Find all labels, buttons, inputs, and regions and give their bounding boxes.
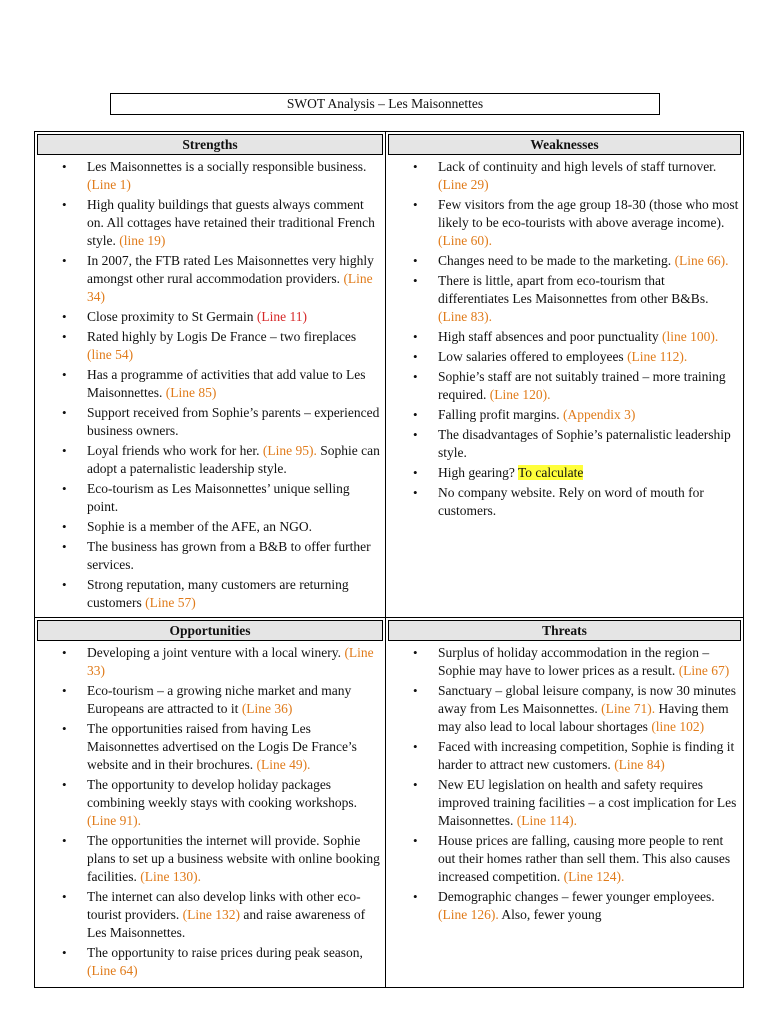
- weaknesses-heading: Weaknesses: [388, 134, 741, 155]
- list-item: • High gearing? To calculate: [386, 464, 739, 482]
- list-item: • High staff absences and poor punctuality (line 100).: [386, 328, 739, 346]
- opportunities-list: [35, 641, 385, 980]
- list-item: • Few visitors from the age group 18-30 (those who most likely to be eco-tourists with above average income). (Line 60).: [386, 196, 739, 250]
- list-item: • The opportunities the internet will provide. Sophie plans to set up a business website with online booking facilities. (Line 130).: [35, 832, 381, 886]
- list-item: • Developing a joint venture with a local winery. (Line 33): [35, 644, 381, 680]
- threats-list: [386, 641, 743, 924]
- opportunities-heading: Opportunities: [37, 620, 383, 641]
- list-item: • There is little, apart from eco-tourism that differentiates Les Maisonnettes from other B&Bs. (Line 83).: [386, 272, 739, 326]
- list-item: • Strong reputation, many customers are returning customers (Line 57): [35, 576, 381, 612]
- strengths-list: [35, 155, 385, 612]
- strengths-cell: [35, 132, 385, 617]
- list-item: • The disadvantages of Sophie’s paternalistic leadership style.: [386, 426, 739, 462]
- list-item: • New EU legislation on health and safety requires improved training facilities – a cost implication for Les Maisonnettes. (Line 114).: [386, 776, 739, 830]
- list-item: • No company website. Rely on word of mouth for customers.: [386, 484, 739, 520]
- list-item: • Changes need to be made to the marketing. (Line 66).: [386, 252, 739, 270]
- list-item: • House prices are falling, causing more people to rent out their homes rather than sell them. This also causes increased competition. (Line 124).: [386, 832, 739, 886]
- list-item: • Eco-tourism – a growing niche market and many Europeans are attracted to it (Line 36): [35, 682, 381, 718]
- list-item: • Les Maisonnettes is a socially responsible business. (Line 1): [35, 158, 381, 194]
- strengths-heading: Strengths: [37, 134, 383, 155]
- list-item: • Sanctuary – global leisure company, is now 30 minutes away from Les Maisonnettes. (Line 71). Having them may also lead to local labour shortages (line 102): [386, 682, 739, 736]
- list-item: • Sophie is a member of the AFE, an NGO.: [35, 518, 381, 536]
- threats-heading: Threats: [388, 620, 741, 641]
- opportunities-cell: [35, 618, 385, 987]
- list-item: • Loyal friends who work for her. (Line 95). Sophie can adopt a paternalistic leadership style.: [35, 442, 381, 478]
- highlighted-note: To calculate: [518, 465, 584, 480]
- list-item: • Close proximity to St Germain (Line 11): [35, 308, 381, 326]
- list-item: • The internet can also develop links with other eco-tourist providers. (Line 132) and raise awareness of Les Maisonnettes.: [35, 888, 381, 942]
- list-item: • The opportunities raised from having Les Maisonnettes advertised on the Logis De France’s website and in their brochures. (Line 49).: [35, 720, 381, 774]
- list-item: • Falling profit margins. (Appendix 3): [386, 406, 739, 424]
- list-item: • The opportunity to raise prices during peak season, (Line 64): [35, 944, 381, 980]
- document-title: SWOT Analysis – Les Maisonnettes: [110, 93, 660, 115]
- list-item: • Demographic changes – fewer younger employees. (Line 126). Also, fewer young: [386, 888, 739, 924]
- list-item: • The business has grown from a B&B to offer further services.: [35, 538, 381, 574]
- list-item: • High quality buildings that guests always comment on. All cottages have retained their traditional French style. (line 19): [35, 196, 381, 250]
- threats-cell: [386, 618, 743, 987]
- list-item: • Faced with increasing competition, Sophie is finding it harder to attract new customers. (Line 84): [386, 738, 739, 774]
- list-item: • Lack of continuity and high levels of staff turnover. (Line 29): [386, 158, 739, 194]
- list-item: • Rated highly by Logis De France – two fireplaces (line 54): [35, 328, 381, 364]
- list-item: • Has a programme of activities that add value to Les Maisonnettes. (Line 85): [35, 366, 381, 402]
- list-item: • Support received from Sophie’s parents – experienced business owners.: [35, 404, 381, 440]
- list-item: • Low salaries offered to employees (Line 112).: [386, 348, 739, 366]
- weaknesses-list: [386, 155, 743, 520]
- swot-table: [34, 131, 744, 988]
- list-item: • In 2007, the FTB rated Les Maisonnettes very highly amongst other rural accommodation providers. (Line 34): [35, 252, 381, 306]
- list-item: • Sophie’s staff are not suitably trained – more training required. (Line 120).: [386, 368, 739, 404]
- list-item: • The opportunity to develop holiday packages combining weekly stays with cooking workshops. (Line 91).: [35, 776, 381, 830]
- list-item: • Eco-tourism as Les Maisonnettes’ unique selling point.: [35, 480, 381, 516]
- list-item: • Surplus of holiday accommodation in the region – Sophie may have to lower prices as a result. (Line 67): [386, 644, 739, 680]
- weaknesses-cell: [386, 132, 743, 617]
